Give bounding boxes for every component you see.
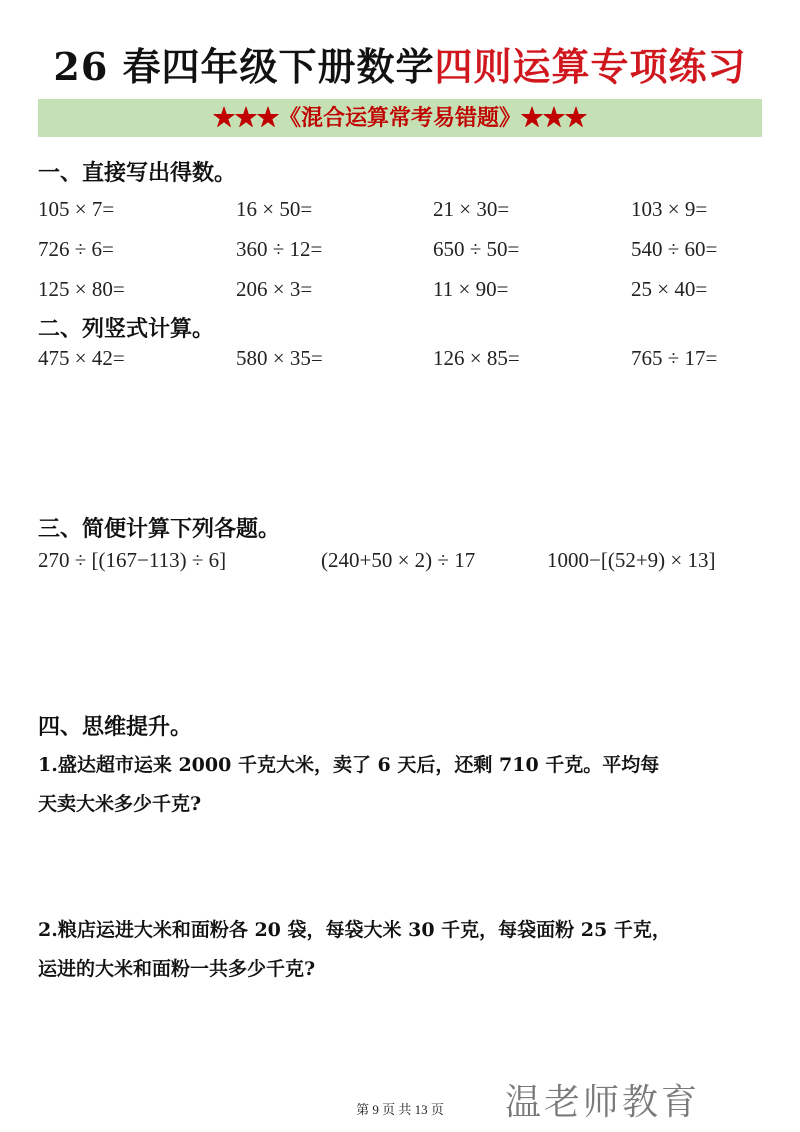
watermark: 温老师教育 [505, 1082, 701, 1123]
simplify-calc-item: 1000−[(52+9) × 13] [547, 548, 716, 572]
section2-heading: 二、列竖式计算。 [38, 316, 215, 342]
title-prefix: 26 春四年级下册数学 [53, 44, 435, 89]
vertical-calc-item: 126 × 85= [433, 346, 520, 370]
oral-calc-item: 360 ÷ 12= [236, 237, 323, 261]
page-number: 第 9 页 共 13 页 [356, 1102, 444, 1117]
oral-calc-item: 103 × 9= [631, 197, 708, 221]
oral-calc-item: 16 × 50= [236, 197, 313, 221]
section3-heading: 三、简便计算下列各题。 [38, 516, 281, 542]
section1-heading: 一、直接写出得数。 [38, 160, 237, 186]
oral-calc-item: 11 × 90= [433, 277, 509, 301]
oral-calc-item: 105 × 7= [38, 197, 115, 221]
oral-calc-item: 540 ÷ 60= [631, 237, 718, 261]
title-highlight: 四则运算专项练习 [434, 44, 747, 89]
word-problem-2-line1: 2.粮店运进大米和面粉各 20 袋，每袋大米 30 千克，每袋面粉 25 千克， [38, 919, 671, 941]
section4-heading: 四、思维提升。 [38, 714, 193, 740]
simplify-calc-item: (240+50 × 2) ÷ 17 [321, 548, 476, 572]
vertical-calc-item: 475 × 42= [38, 346, 125, 370]
oral-calc-item: 125 × 80= [38, 277, 125, 301]
oral-calc-item: 726 ÷ 6= [38, 237, 114, 261]
word-problem-1-line1: 1.盛达超市运来 2000 千克大米，卖了 6 天后，还剩 710 千克。平均每 [38, 754, 660, 776]
vertical-calc-item: 580 × 35= [236, 346, 323, 370]
vertical-calc-item: 765 ÷ 17= [631, 346, 718, 370]
oral-calc-item: 650 ÷ 50= [433, 237, 520, 261]
word-problem-2-line2: 运进的大米和面粉一共多少千克? [38, 958, 316, 980]
simplify-calc-item: 270 ÷ [(167−113) ÷ 6] [38, 548, 227, 572]
subtitle-banner: ★★★《混合运算常考易错题》★★★ [38, 99, 762, 137]
oral-calc-item: 25 × 40= [631, 277, 708, 301]
page-title [0, 36, 800, 91]
word-problem-1-line2: 天卖大米多少千克? [38, 793, 202, 815]
oral-calc-item: 206 × 3= [236, 277, 313, 301]
oral-calc-item: 21 × 30= [433, 197, 510, 221]
